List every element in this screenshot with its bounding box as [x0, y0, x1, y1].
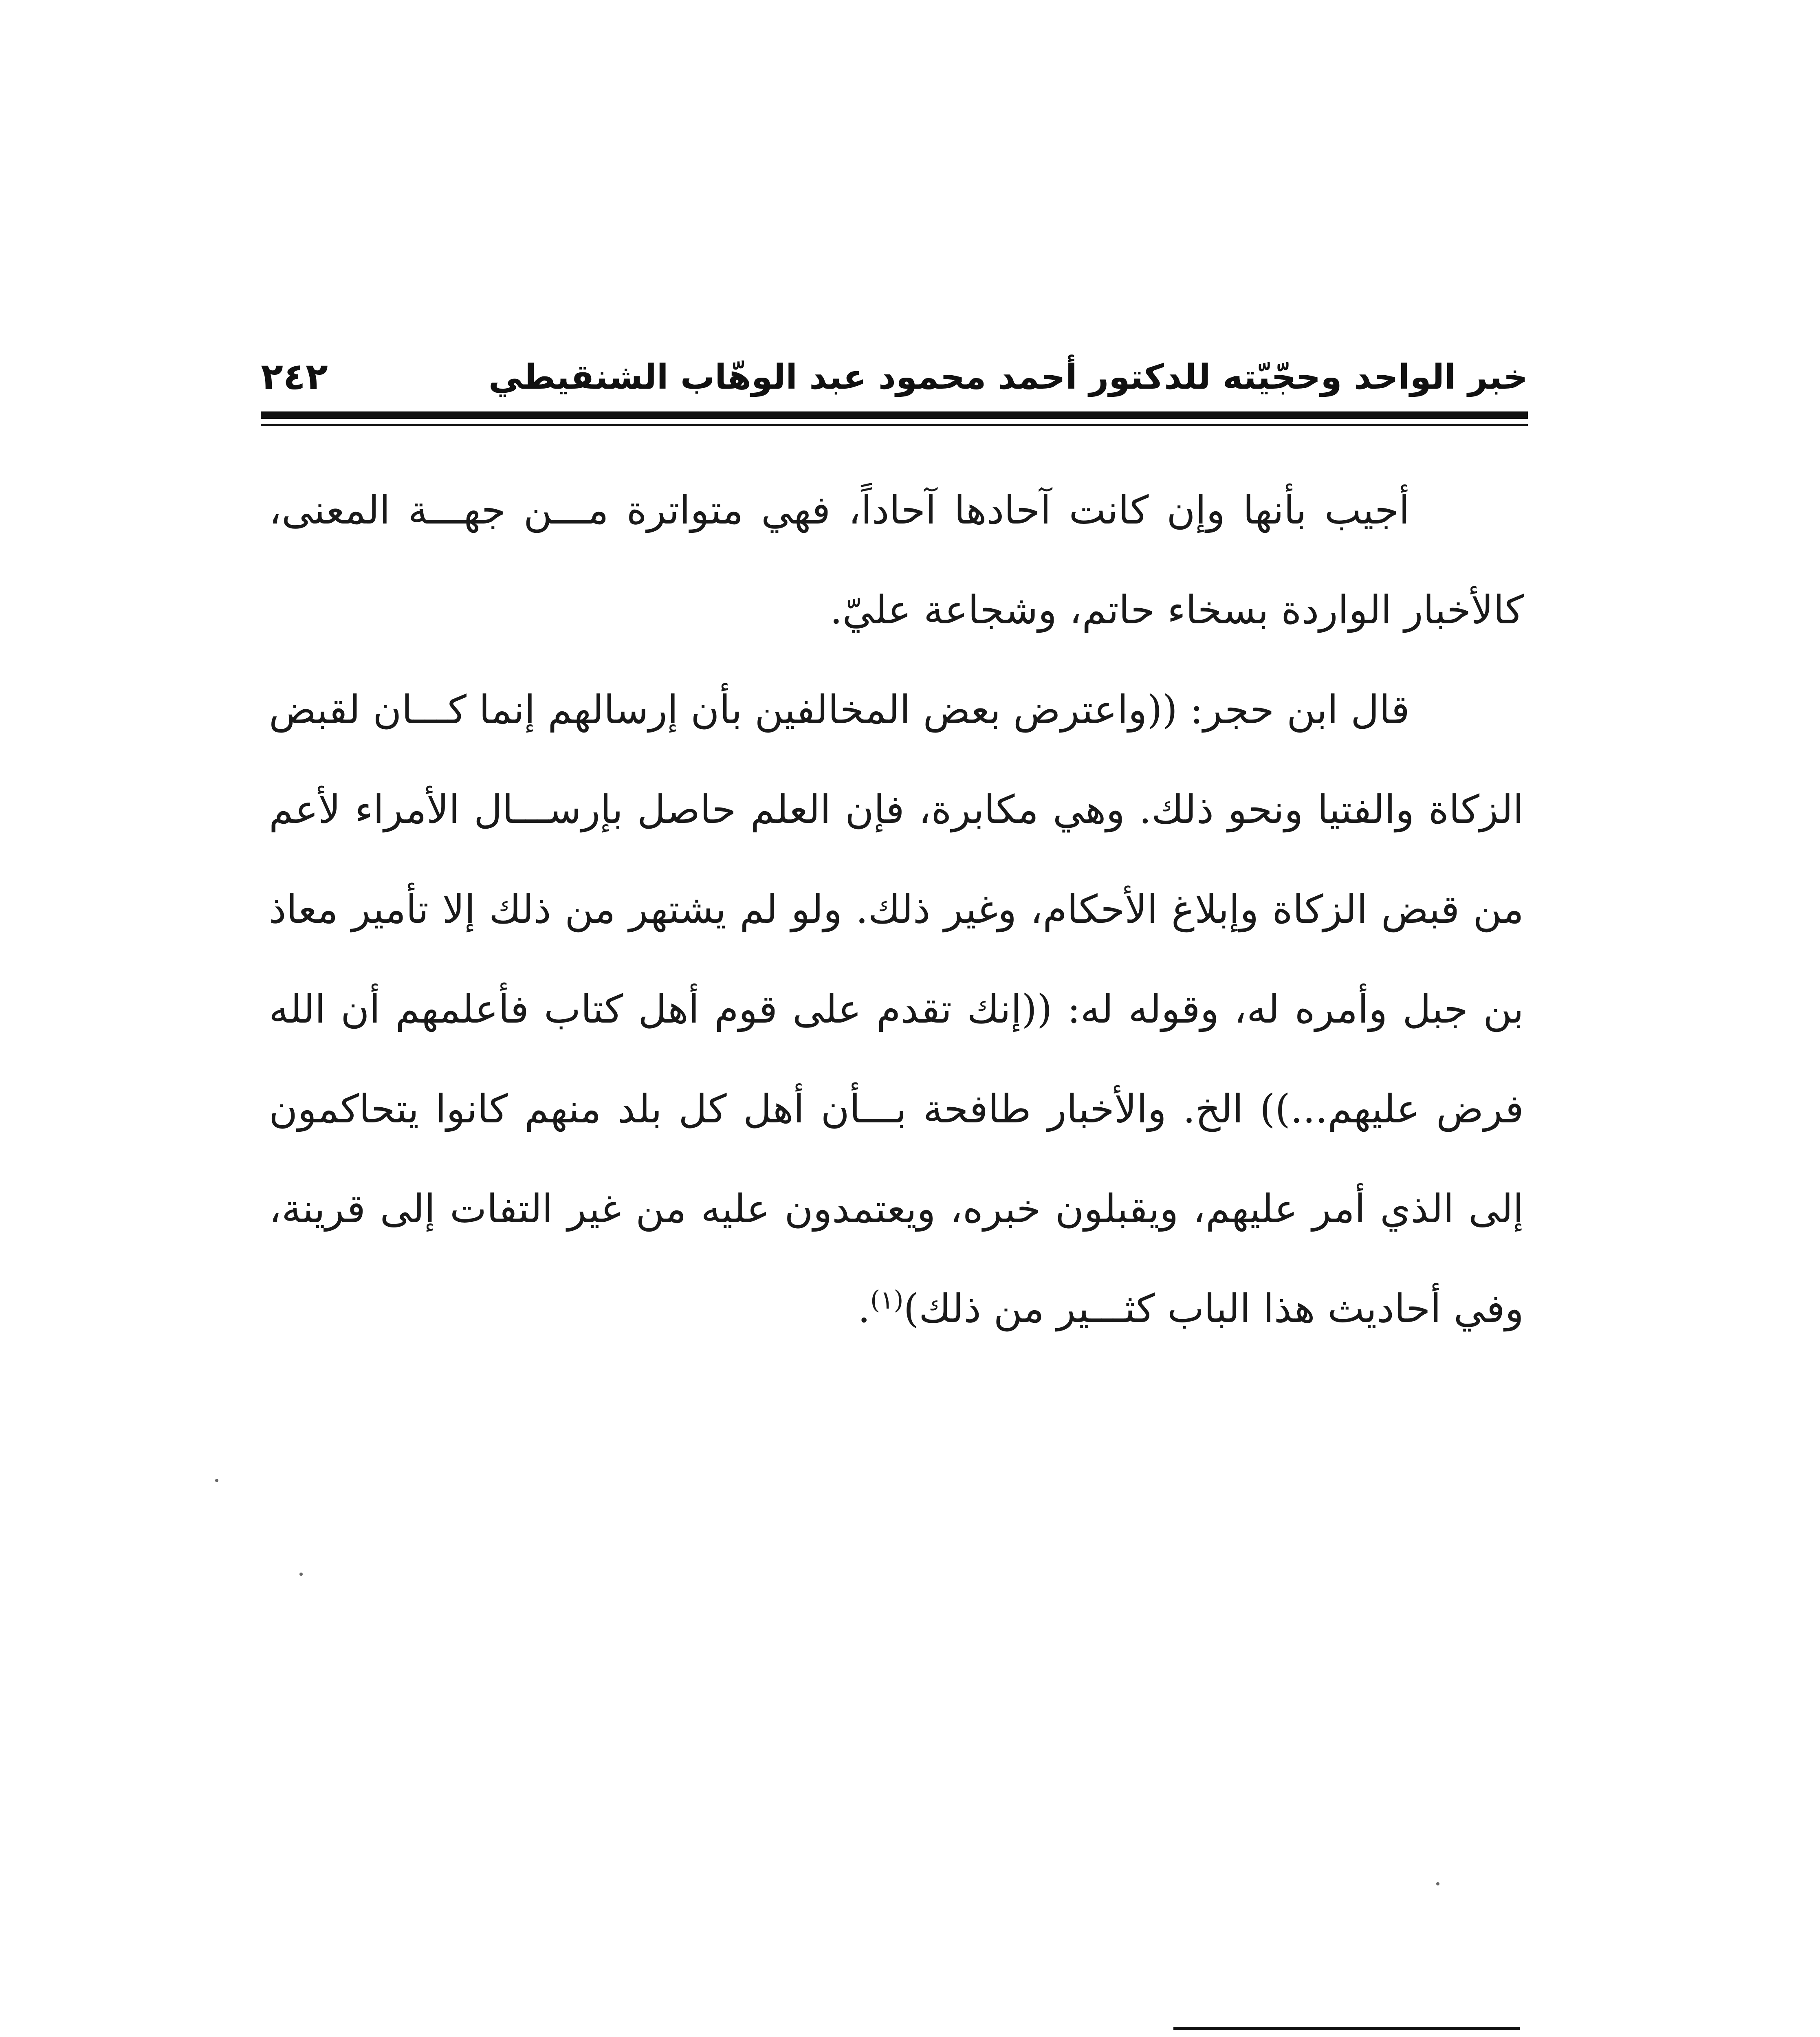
page-number: ٢٤٢ — [261, 355, 328, 398]
paragraph-2 — [269, 660, 1524, 1359]
footnote-reference: (١) — [870, 1285, 904, 1315]
scan-speck — [1436, 1882, 1439, 1885]
header-rule — [261, 411, 1528, 419]
header-rule-thin — [261, 424, 1528, 426]
footnote-separator — [1173, 2027, 1520, 2030]
paragraph-2-text: قال ابن حجر: ((واعترض بعض المخالفين بأن إرسالهم إنما كـــان لقبض الزكاة والفتيا ونحو ذلك. وهي مكابرة، فإن العلم حاصل بإرســـال الأمراء لأعم من قبض الزكاة وإبلاغ الأحكام، وغير ذلك. ولو لم يشتهر من ذلك إلا تأمير معاذ بن جبل وأمره له، وقوله له: ((إنك تقدم على قوم أهل كتاب فأعلمهم أن الله فرض عليهم...)) الخ. والأخبار طافحة بـــأن أهل كل بلد منهم كانوا يتحاكمون إلى الذي أمر عليهم، ويقبلون خبره، ويعتمدون عليه من غير التفات إلى قرينة، وفي أحاديث هذا الباب كثـــير من ذلك) — [269, 687, 1524, 1331]
scan-speck — [215, 1479, 218, 1482]
paragraph-1: أجيب بأنها وإن كانت آحادها آحاداً، فهي متواترة مـــن جهـــة المعنى، كالأخبار الواردة بسخاء حاتم، وشجاعة عليّ. — [269, 487, 1524, 633]
running-header — [261, 350, 1528, 403]
scan-speck — [299, 1573, 303, 1576]
body-text — [269, 460, 1524, 1359]
paragraph-2-end: . — [858, 1286, 870, 1331]
header-title: خبر الواحد وحجّيّته للدكتور أحمد محمود عبد الوهّاب الشنقيطي — [488, 357, 1528, 397]
